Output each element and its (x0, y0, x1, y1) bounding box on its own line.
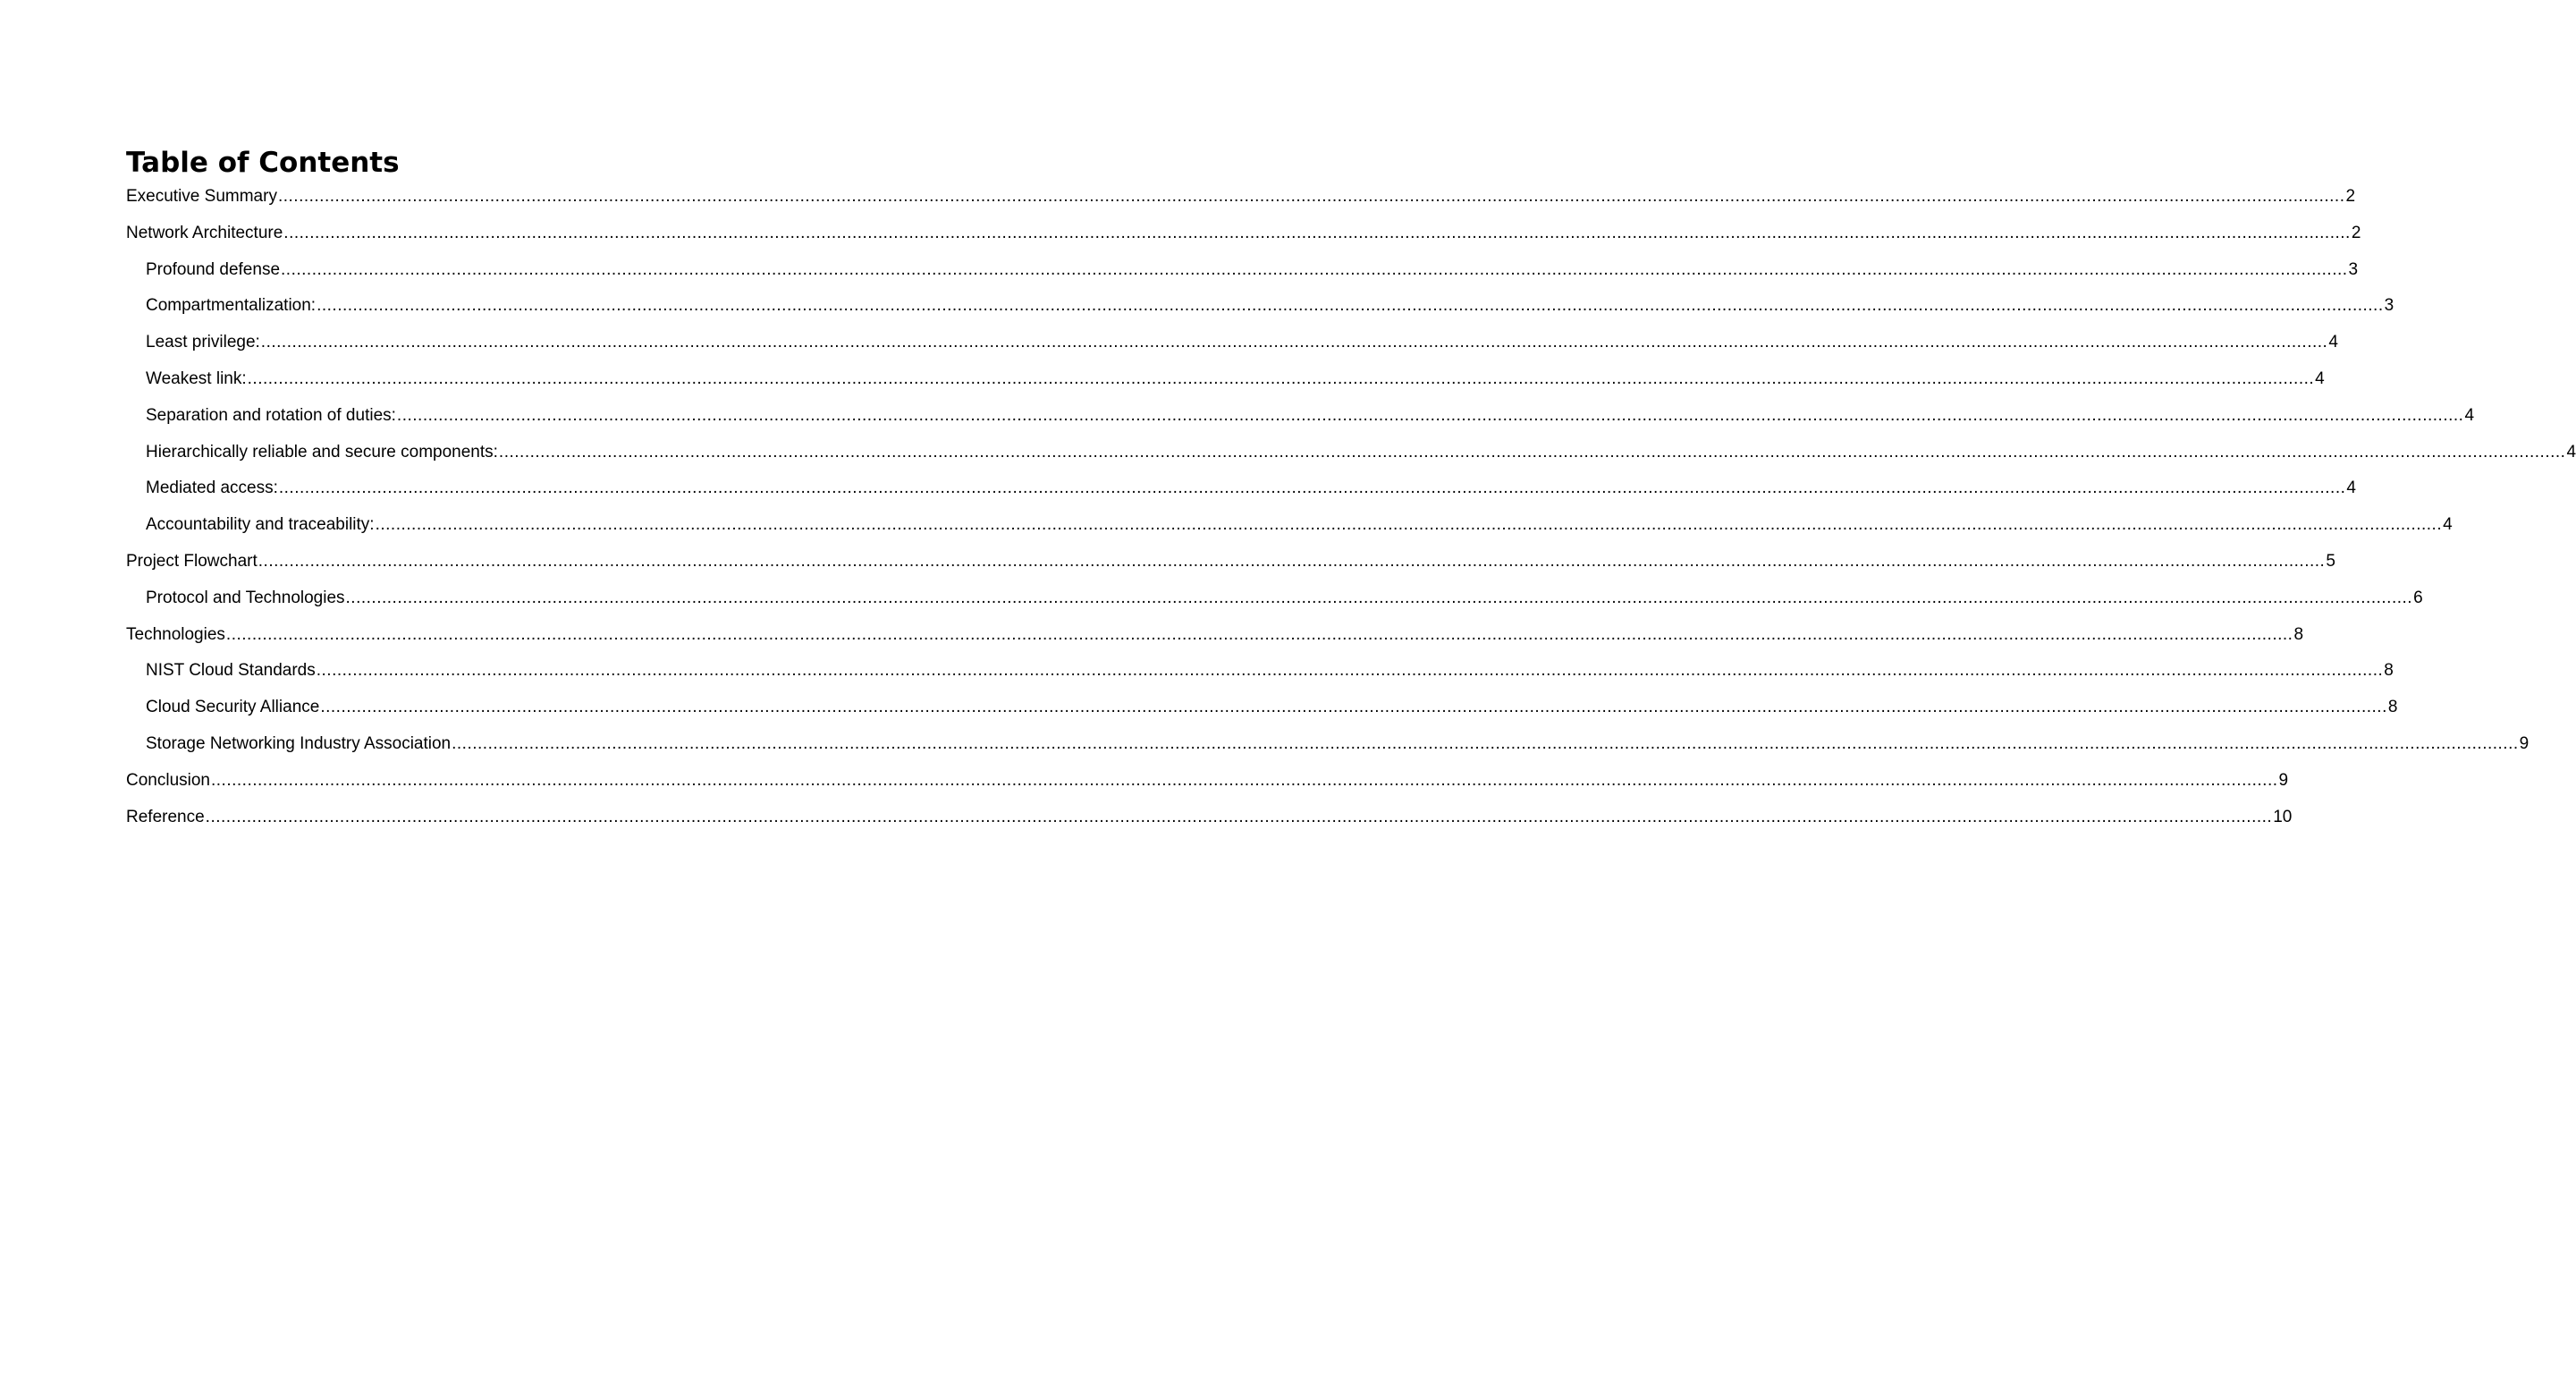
toc-entry[interactable] (126, 435, 2576, 471)
toc-entry-page-number: 2 (2351, 223, 2361, 242)
toc-dot-leader: ................................................................................................................................................................................................................................................................................................................................................................................................................ (375, 515, 2443, 535)
toc-entry-page-number: 2 (2345, 187, 2356, 206)
toc-entry-label: Reference (126, 807, 205, 826)
toc-dot-leader: ................................................................................................................................................................................................................................................................................................................................................................................................................ (396, 405, 2464, 425)
toc-entry[interactable] (126, 507, 2453, 544)
toc-dot-leader: ................................................................................................................................................................................................................................................................................................................................................................................................................ (278, 479, 2346, 498)
toc-entry-page-number: 4 (2315, 368, 2325, 388)
toc-entry[interactable] (126, 325, 2338, 361)
toc-entry[interactable] (126, 470, 2356, 507)
toc-entry-label: Project Flowchart (126, 551, 258, 571)
toc-entry[interactable] (126, 179, 2356, 216)
toc-dot-leader: ................................................................................................................................................................................................................................................................................................................................................................................................................ (225, 624, 2293, 644)
toc-entry-label: Storage Networking Industry Association (146, 733, 452, 753)
toc-entry[interactable] (126, 580, 2423, 617)
toc-entry-page-number: 6 (2413, 588, 2423, 607)
toc-dot-leader: ................................................................................................................................................................................................................................................................................................................................................................................................................ (283, 223, 2351, 242)
toc-entry-page-number: 5 (2326, 551, 2335, 571)
toc-title: Table of Contents (126, 147, 400, 179)
toc-entry-page-number: 4 (2346, 479, 2356, 498)
toc-dot-leader: ................................................................................................................................................................................................................................................................................................................................................................................................................ (247, 368, 2315, 388)
toc-entry-label: Least privilege: (146, 333, 260, 352)
toc-entry-label: Protocol and Technologies (146, 588, 345, 607)
toc-entry-page-number: 4 (2566, 442, 2576, 462)
toc-entry-label: NIST Cloud Standards (146, 661, 316, 681)
toc-list (126, 179, 2576, 835)
toc-entry-page-number: 4 (2443, 515, 2453, 535)
toc-entry-label: Hierarchically reliable and secure components: (146, 442, 498, 462)
toc-entry-label: Compartmentalization: (146, 296, 317, 316)
toc-entry-label: Network Architecture (126, 223, 283, 242)
toc-entry-label: Mediated access: (146, 479, 278, 498)
toc-entry-page-number: 4 (2328, 333, 2338, 352)
toc-entry[interactable] (126, 252, 2359, 289)
toc-dot-leader: ................................................................................................................................................................................................................................................................................................................................................................................................................ (320, 698, 2387, 717)
toc-entry-label: Weakest link: (146, 368, 247, 388)
toc-dot-leader: ................................................................................................................................................................................................................................................................................................................................................................................................................ (498, 442, 2566, 462)
toc-entry-label: Cloud Security Alliance (146, 698, 320, 717)
toc-entry[interactable] (126, 544, 2335, 580)
toc-dot-leader: ................................................................................................................................................................................................................................................................................................................................................................................................................ (452, 733, 2519, 753)
toc-dot-leader: ................................................................................................................................................................................................................................................................................................................................................................................................................ (258, 551, 2326, 571)
toc-entry[interactable] (126, 216, 2361, 252)
toc-dot-leader: ................................................................................................................................................................................................................................................................................................................................................................................................................ (281, 259, 2348, 279)
toc-entry-page-number: 8 (2384, 661, 2394, 681)
toc-dot-leader: ................................................................................................................................................................................................................................................................................................................................................................................................................ (277, 187, 2345, 206)
toc-entry-page-number: 9 (2278, 770, 2289, 790)
toc-entry[interactable] (126, 398, 2475, 435)
toc-entry-page-number: 4 (2464, 405, 2475, 425)
toc-entry[interactable] (126, 763, 2289, 800)
toc-entry[interactable] (126, 617, 2304, 654)
toc-entry[interactable] (126, 726, 2530, 763)
toc-dot-leader: ................................................................................................................................................................................................................................................................................................................................................................................................................ (205, 807, 2273, 826)
toc-dot-leader: ................................................................................................................................................................................................................................................................................................................................................................................................................ (345, 588, 2413, 607)
toc-entry-page-number: 9 (2519, 733, 2530, 753)
toc-entry-page-number: 3 (2348, 259, 2359, 279)
toc-entry-label: Separation and rotation of duties: (146, 405, 396, 425)
toc-entry-label: Executive Summary (126, 187, 277, 206)
toc-entry-page-number: 8 (2387, 698, 2398, 717)
toc-dot-leader: ................................................................................................................................................................................................................................................................................................................................................................................................................ (211, 770, 2278, 790)
toc-entry[interactable] (126, 690, 2398, 726)
toc-entry-page-number: 8 (2293, 624, 2304, 644)
toc-entry-label: Technologies (126, 624, 225, 644)
toc-entry-label: Accountability and traceability: (146, 515, 375, 535)
toc-entry[interactable] (126, 653, 2394, 690)
toc-entry-page-number: 10 (2273, 807, 2293, 826)
toc-entry-label: Conclusion (126, 770, 210, 790)
toc-entry-page-number: 3 (2384, 296, 2394, 316)
toc-entry[interactable] (126, 288, 2394, 325)
toc-dot-leader: ................................................................................................................................................................................................................................................................................................................................................................................................................ (316, 661, 2384, 681)
toc-entry[interactable] (126, 800, 2293, 836)
toc-entry[interactable] (126, 361, 2325, 398)
toc-entry-label: Profound defense (146, 259, 281, 279)
toc-dot-leader: ................................................................................................................................................................................................................................................................................................................................................................................................................ (317, 296, 2384, 316)
toc-dot-leader: ................................................................................................................................................................................................................................................................................................................................................................................................................ (260, 333, 2328, 352)
